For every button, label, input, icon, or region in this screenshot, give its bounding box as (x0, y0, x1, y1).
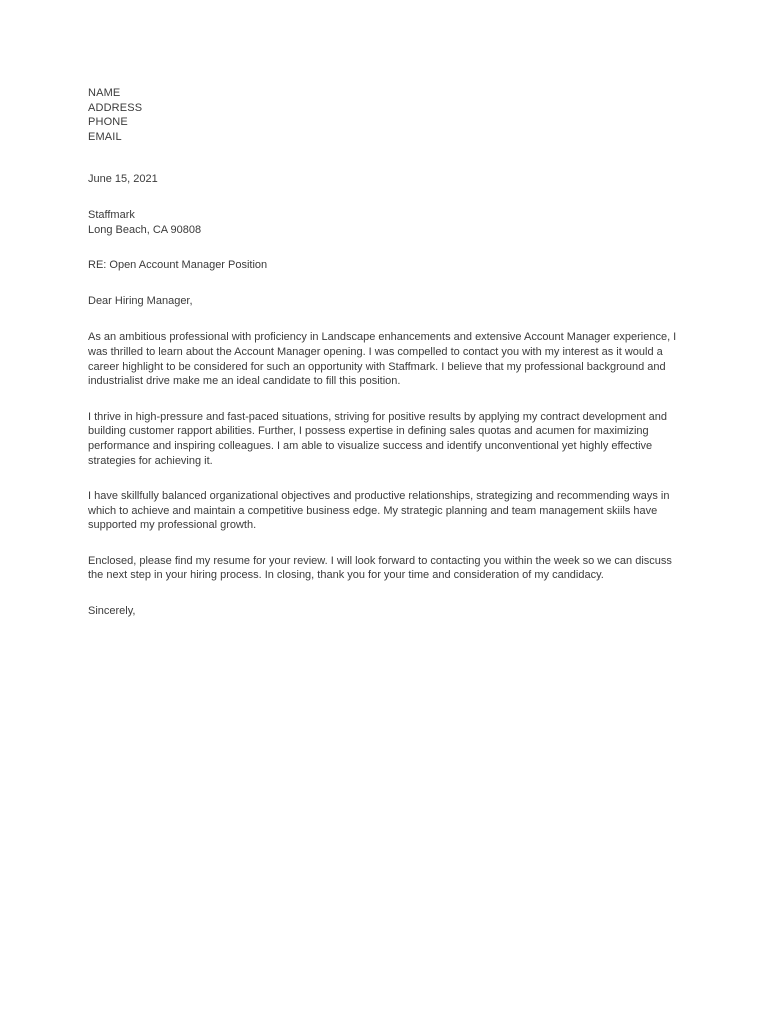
cover-letter-body (88, 86, 680, 619)
sender-address-placeholder: ADDRESS (88, 101, 143, 114)
sender-phone-placeholder: PHONE (88, 116, 128, 129)
letter-closing: Sincerely, (88, 605, 136, 618)
letter-paragraph: I thrive in high-pressure and fast-paced situations, striving for positive results by applying my contract development and building customer rapport abilities. Further, I possess expertise in defining sales quotas and acumen for maximizing performance and inspiring colleagues. I am able to visualize success and identify unconventional yet highly effective strategies for achieving it. (88, 410, 668, 467)
sender-name-placeholder: NAME (88, 87, 121, 99)
recipient-address-block (88, 208, 680, 237)
sender-contact-block (88, 86, 680, 144)
letter-date: June 15, 2021 (88, 173, 158, 186)
letter-paragraph: I have skillfully balanced organizational objectives and productive relationships, strategizing and recommending ways in which to achieve and maintain a competitive business edge. My strategic planning and team management skiils have supported my professional growth. (88, 490, 670, 532)
recipient-company: Staffmark (88, 208, 135, 221)
sender-email-placeholder: EMAIL (88, 130, 122, 143)
letter-paragraph: Enclosed, please find my resume for your review. I will look forward to contacting you within the week so we can discuss the next step in your hiring process. In closing, thank you for your time and consideration of my candidacy. (88, 554, 672, 582)
letter-salutation: Dear Hiring Manager, (88, 294, 193, 307)
letter-subject: RE: Open Account Manager Position (88, 259, 268, 272)
recipient-city-state-zip: Long Beach, CA 90808 (88, 223, 202, 236)
letter-paragraph: As an ambitious professional with proficiency in Landscape enhancements and extensive Account Manager experience, I was thrilled to learn about the Account Manager opening. I was compelled to contact you with my interest as it would a career highlight to be considered for such an opportunity with Staffmark. I believe that my professional background and industrialist drive make me an ideal candidate to fill this position. (88, 331, 677, 388)
